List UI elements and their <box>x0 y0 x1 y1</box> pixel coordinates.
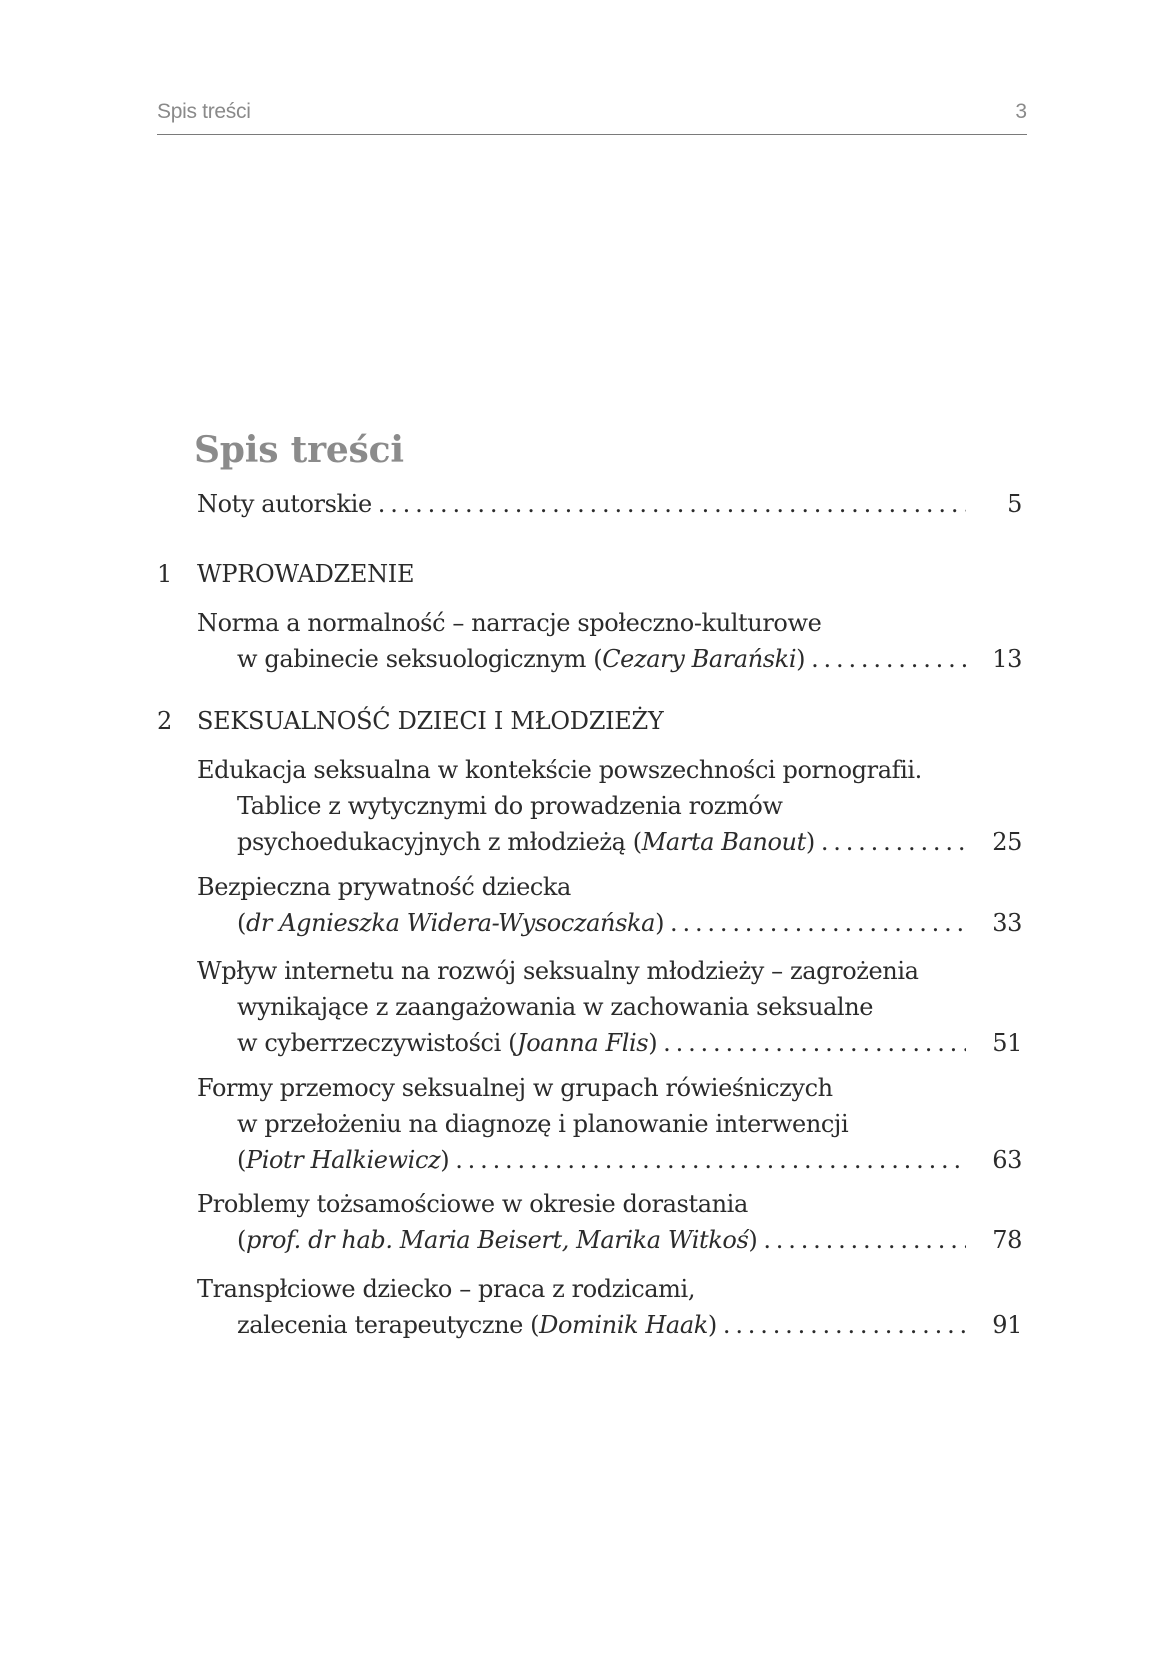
toc-page-number: 78 <box>992 1226 1022 1254</box>
dot-leader <box>455 1142 966 1178</box>
toc-entry-last-line: (prof. dr hab. Maria Beisert, Marika Witkoś) <box>237 1226 758 1254</box>
toc-entry-line: Problemy tożsamościowe w okresie dorastania <box>197 1190 748 1218</box>
toc-entry[interactable] <box>197 953 1022 1061</box>
running-head-title: Spis treści <box>157 100 251 123</box>
author-name: Joanna Flis <box>517 1029 649 1057</box>
toc-entry-last-line: zalecenia terapeutyczne (Dominik Haak) <box>237 1311 717 1339</box>
toc-entry[interactable] <box>197 1070 1022 1178</box>
toc-page-number: 51 <box>992 1029 1022 1057</box>
running-head-page-number: 3 <box>1015 100 1027 123</box>
toc-entry-line: Wpływ internetu na rozwój seksualny młodzieży – zagrożenia <box>197 957 919 985</box>
author-name: Cezary Barański <box>602 645 797 673</box>
dot-leader <box>821 824 966 860</box>
toc-entry-line: Edukacja seksualna w kontekście powszechności pornografii. <box>197 756 922 784</box>
toc-entry[interactable] <box>197 1271 1022 1343</box>
dot-leader <box>663 1025 966 1061</box>
toc-page-number: 33 <box>992 909 1022 937</box>
toc-entry-line: Norma a normalność – narracje społeczno-kulturowe <box>197 609 822 637</box>
toc-entry-text: Noty autorskie <box>197 490 372 518</box>
toc-entry-line: Transpłciowe dziecko – praca z rodzicami, <box>197 1275 696 1303</box>
dot-leader <box>670 905 966 941</box>
toc-entry[interactable] <box>197 752 1022 860</box>
section-title: SEKSUALNOŚĆ DZIECI I MŁODZIEŻY <box>197 707 664 735</box>
toc-entry-line: Tablice z wytycznymi do prowadzenia rozmów <box>237 792 783 820</box>
author-name: Dominik Haak <box>539 1311 708 1339</box>
toc-page-number: 13 <box>992 645 1022 673</box>
toc-entry-last-line: (dr Agnieszka Widera-Wysoczańska) <box>237 909 665 937</box>
dot-leader <box>723 1307 966 1343</box>
toc-entry[interactable] <box>197 869 1022 941</box>
toc-entry[interactable] <box>197 605 1022 677</box>
section-number: 1 <box>157 560 173 588</box>
dot-leader <box>763 1222 966 1258</box>
toc-entry-last-line: w gabinecie seksuologicznym (Cezary Barański) <box>237 645 806 673</box>
section-heading-1[interactable] <box>157 556 414 592</box>
toc-page-number: 63 <box>992 1146 1022 1174</box>
author-name: prof. dr hab. Maria Beisert, Marika Witkoś <box>245 1226 749 1254</box>
toc-entry-line: w przełożeniu na diagnozę i planowanie interwencji <box>237 1110 849 1138</box>
section-number: 2 <box>157 707 173 735</box>
toc-page-number: 91 <box>992 1311 1022 1339</box>
section-heading-2[interactable] <box>157 703 663 739</box>
author-name: dr Agnieszka Widera-Wysoczańska <box>245 909 656 937</box>
toc-page-number: 25 <box>992 828 1022 856</box>
section-title: WPROWADZENIE <box>197 560 415 588</box>
author-name: Piotr Halkiewicz <box>245 1146 441 1174</box>
toc-entry[interactable] <box>197 1186 1022 1258</box>
toc-entry-noty-autorskie[interactable] <box>197 486 1022 522</box>
toc-entry-last-line: (Piotr Halkiewicz) <box>237 1146 450 1174</box>
toc-page-number: 5 <box>1007 490 1022 518</box>
toc-entry-line: Bezpieczna prywatność dziecka <box>197 873 571 901</box>
toc-entry-line: Formy przemocy seksualnej w grupach rówieśniczych <box>197 1074 833 1102</box>
toc-entry-last-line: psychoedukacyjnych z młodzieżą (Marta Banout) <box>237 828 815 856</box>
author-name: Marta Banout <box>641 828 806 856</box>
dot-leader <box>811 641 966 677</box>
toc-title: Spis treści <box>194 429 404 471</box>
dot-leader <box>378 486 966 522</box>
toc-entry-line: wynikające z zaangażowania w zachowania seksualne <box>237 993 874 1021</box>
toc-entry-last-line: w cyberrzeczywistości (Joanna Flis) <box>237 1029 658 1057</box>
